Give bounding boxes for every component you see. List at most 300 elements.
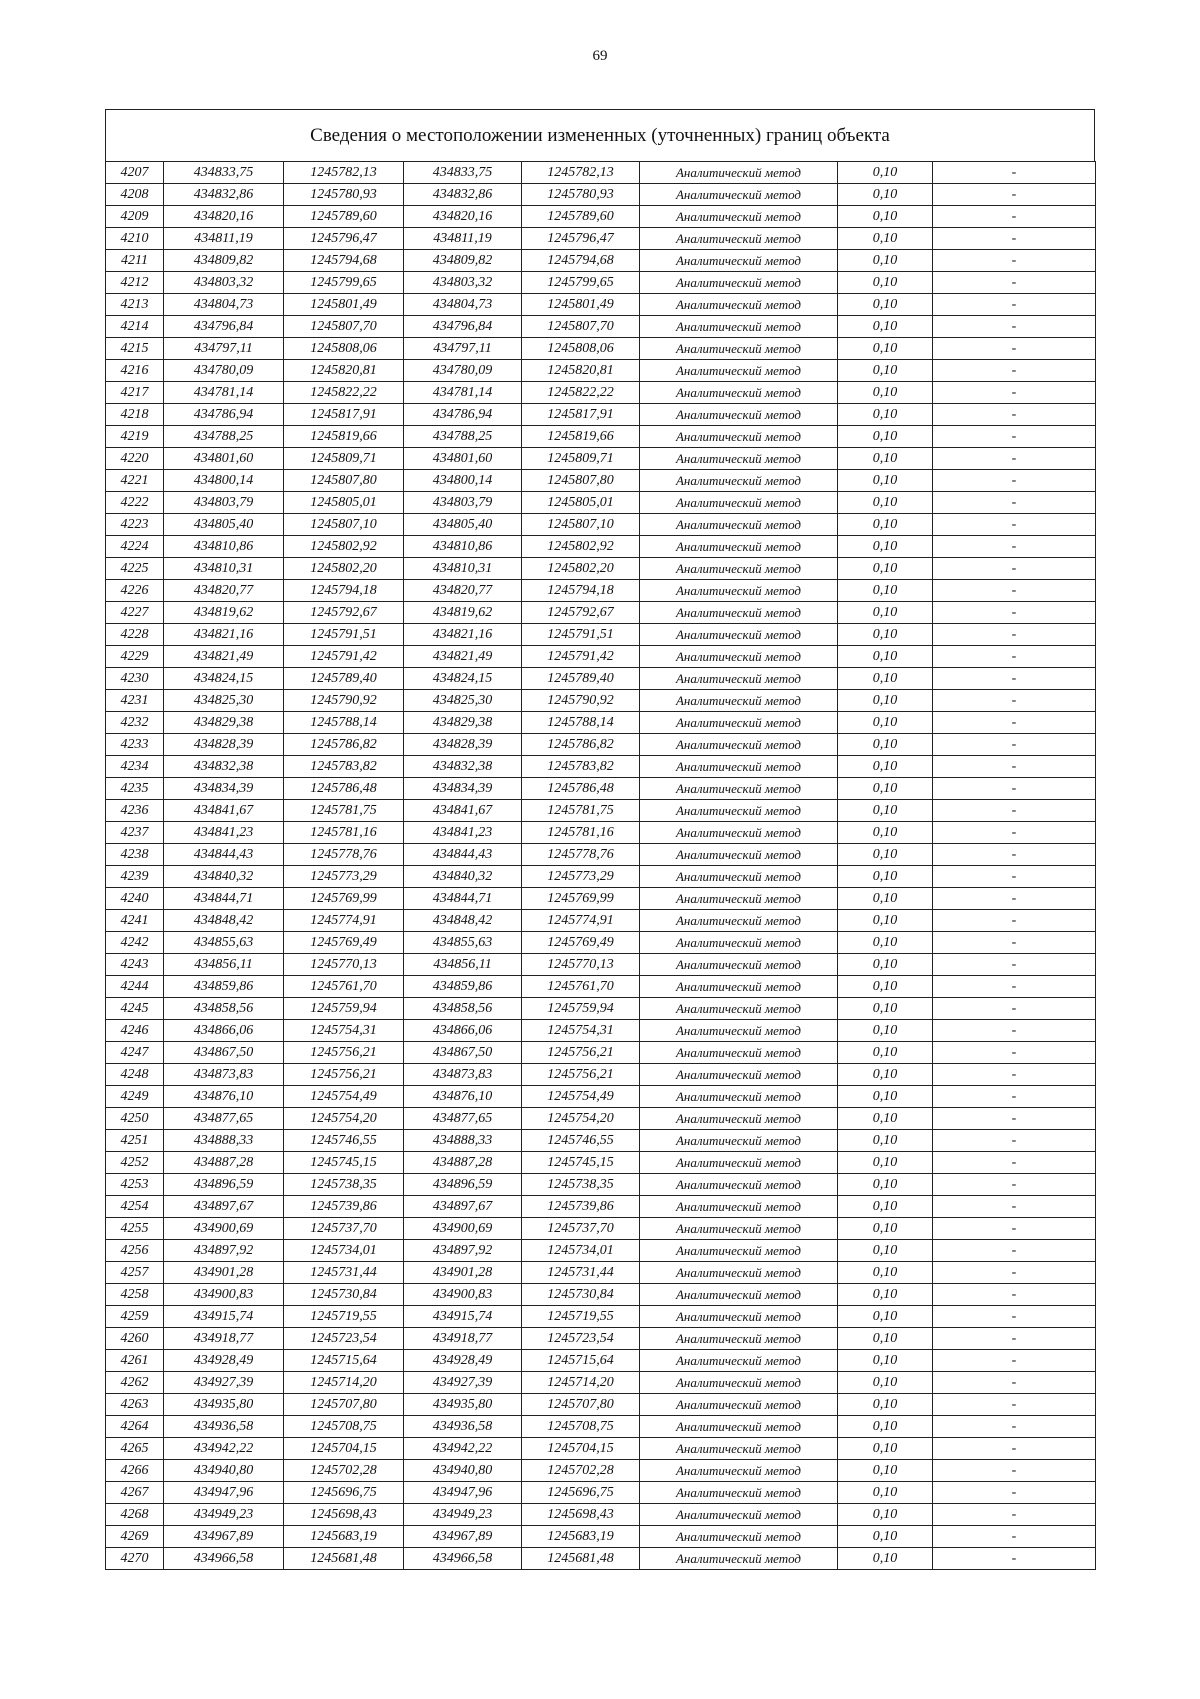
note-cell: -	[933, 338, 1096, 360]
accuracy-cell: 0,10	[838, 888, 933, 910]
method-cell: Аналитический метод	[640, 426, 838, 448]
x-existing-cell: 434781,14	[164, 382, 284, 404]
point-number-cell: 4259	[106, 1306, 164, 1328]
point-number-cell: 4230	[106, 668, 164, 690]
accuracy-cell: 0,10	[838, 1482, 933, 1504]
y-new-cell: 1245704,15	[522, 1438, 640, 1460]
y-new-cell: 1245745,15	[522, 1152, 640, 1174]
table-title: Сведения о местоположении измененных (уточненных) границ объекта	[105, 109, 1095, 161]
x-new-cell: 434927,39	[404, 1372, 522, 1394]
table-row	[106, 1548, 1096, 1570]
y-existing-cell: 1245769,49	[284, 932, 404, 954]
accuracy-cell: 0,10	[838, 1262, 933, 1284]
note-cell: -	[933, 602, 1096, 624]
y-existing-cell: 1245802,92	[284, 536, 404, 558]
x-existing-cell: 434967,89	[164, 1526, 284, 1548]
x-new-cell: 434856,11	[404, 954, 522, 976]
x-existing-cell: 434897,92	[164, 1240, 284, 1262]
y-existing-cell: 1245715,64	[284, 1350, 404, 1372]
y-existing-cell: 1245819,66	[284, 426, 404, 448]
table-row	[106, 338, 1096, 360]
table-row	[106, 1240, 1096, 1262]
point-number-cell: 4243	[106, 954, 164, 976]
note-cell: -	[933, 998, 1096, 1020]
accuracy-cell: 0,10	[838, 1108, 933, 1130]
y-existing-cell: 1245683,19	[284, 1526, 404, 1548]
x-existing-cell: 434867,50	[164, 1042, 284, 1064]
x-new-cell: 434810,31	[404, 558, 522, 580]
x-new-cell: 434867,50	[404, 1042, 522, 1064]
method-cell: Аналитический метод	[640, 690, 838, 712]
table-row	[106, 756, 1096, 778]
x-new-cell: 434947,96	[404, 1482, 522, 1504]
y-new-cell: 1245778,76	[522, 844, 640, 866]
accuracy-cell: 0,10	[838, 580, 933, 602]
x-new-cell: 434832,38	[404, 756, 522, 778]
y-existing-cell: 1245796,47	[284, 228, 404, 250]
y-existing-cell: 1245754,20	[284, 1108, 404, 1130]
x-new-cell: 434797,11	[404, 338, 522, 360]
point-number-cell: 4261	[106, 1350, 164, 1372]
accuracy-cell: 0,10	[838, 338, 933, 360]
x-existing-cell: 434949,23	[164, 1504, 284, 1526]
y-new-cell: 1245819,66	[522, 426, 640, 448]
y-existing-cell: 1245730,84	[284, 1284, 404, 1306]
point-number-cell: 4257	[106, 1262, 164, 1284]
y-new-cell: 1245782,13	[522, 162, 640, 184]
method-cell: Аналитический метод	[640, 448, 838, 470]
note-cell: -	[933, 514, 1096, 536]
y-existing-cell: 1245781,75	[284, 800, 404, 822]
y-new-cell: 1245708,75	[522, 1416, 640, 1438]
y-existing-cell: 1245738,35	[284, 1174, 404, 1196]
note-cell: -	[933, 250, 1096, 272]
table-row	[106, 316, 1096, 338]
accuracy-cell: 0,10	[838, 1350, 933, 1372]
note-cell: -	[933, 1130, 1096, 1152]
table-row	[106, 470, 1096, 492]
y-new-cell: 1245715,64	[522, 1350, 640, 1372]
x-existing-cell: 434876,10	[164, 1086, 284, 1108]
x-new-cell: 434821,16	[404, 624, 522, 646]
y-existing-cell: 1245791,42	[284, 646, 404, 668]
y-new-cell: 1245802,20	[522, 558, 640, 580]
y-existing-cell: 1245791,51	[284, 624, 404, 646]
note-cell: -	[933, 1064, 1096, 1086]
accuracy-cell: 0,10	[838, 1504, 933, 1526]
y-existing-cell: 1245774,91	[284, 910, 404, 932]
method-cell: Аналитический метод	[640, 734, 838, 756]
table-row	[106, 1196, 1096, 1218]
note-cell: -	[933, 1394, 1096, 1416]
y-new-cell: 1245746,55	[522, 1130, 640, 1152]
method-cell: Аналитический метод	[640, 1130, 838, 1152]
y-new-cell: 1245770,13	[522, 954, 640, 976]
x-new-cell: 434866,06	[404, 1020, 522, 1042]
y-new-cell: 1245737,70	[522, 1218, 640, 1240]
x-existing-cell: 434810,86	[164, 536, 284, 558]
x-existing-cell: 434828,39	[164, 734, 284, 756]
y-new-cell: 1245791,51	[522, 624, 640, 646]
x-new-cell: 434844,43	[404, 844, 522, 866]
y-new-cell: 1245802,92	[522, 536, 640, 558]
y-new-cell: 1245786,48	[522, 778, 640, 800]
x-new-cell: 434840,32	[404, 866, 522, 888]
table-row	[106, 448, 1096, 470]
y-existing-cell: 1245754,49	[284, 1086, 404, 1108]
method-cell: Аналитический метод	[640, 866, 838, 888]
point-number-cell: 4212	[106, 272, 164, 294]
accuracy-cell: 0,10	[838, 954, 933, 976]
point-number-cell: 4253	[106, 1174, 164, 1196]
x-new-cell: 434832,86	[404, 184, 522, 206]
accuracy-cell: 0,10	[838, 228, 933, 250]
table-row	[106, 888, 1096, 910]
method-cell: Аналитический метод	[640, 1064, 838, 1086]
x-new-cell: 434940,80	[404, 1460, 522, 1482]
accuracy-cell: 0,10	[838, 602, 933, 624]
note-cell: -	[933, 470, 1096, 492]
note-cell: -	[933, 206, 1096, 228]
y-new-cell: 1245773,29	[522, 866, 640, 888]
x-existing-cell: 434856,11	[164, 954, 284, 976]
point-number-cell: 4236	[106, 800, 164, 822]
x-existing-cell: 434786,94	[164, 404, 284, 426]
x-existing-cell: 434803,32	[164, 272, 284, 294]
method-cell: Аналитический метод	[640, 1020, 838, 1042]
x-new-cell: 434829,38	[404, 712, 522, 734]
y-new-cell: 1245808,06	[522, 338, 640, 360]
note-cell: -	[933, 822, 1096, 844]
table-row	[106, 778, 1096, 800]
y-existing-cell: 1245731,44	[284, 1262, 404, 1284]
method-cell: Аналитический метод	[640, 932, 838, 954]
x-existing-cell: 434811,19	[164, 228, 284, 250]
table-row	[106, 580, 1096, 602]
y-new-cell: 1245754,31	[522, 1020, 640, 1042]
point-number-cell: 4254	[106, 1196, 164, 1218]
x-new-cell: 434841,67	[404, 800, 522, 822]
table-row	[106, 866, 1096, 888]
note-cell: -	[933, 976, 1096, 998]
x-existing-cell: 434809,82	[164, 250, 284, 272]
method-cell: Аналитический метод	[640, 1218, 838, 1240]
y-existing-cell: 1245809,71	[284, 448, 404, 470]
y-existing-cell: 1245761,70	[284, 976, 404, 998]
y-new-cell: 1245683,19	[522, 1526, 640, 1548]
y-new-cell: 1245731,44	[522, 1262, 640, 1284]
note-cell: -	[933, 272, 1096, 294]
method-cell: Аналитический метод	[640, 382, 838, 404]
note-cell: -	[933, 1152, 1096, 1174]
note-cell: -	[933, 1042, 1096, 1064]
x-existing-cell: 434824,15	[164, 668, 284, 690]
accuracy-cell: 0,10	[838, 360, 933, 382]
accuracy-cell: 0,10	[838, 822, 933, 844]
table-row	[106, 206, 1096, 228]
point-number-cell: 4240	[106, 888, 164, 910]
y-new-cell: 1245738,35	[522, 1174, 640, 1196]
accuracy-cell: 0,10	[838, 1086, 933, 1108]
x-existing-cell: 434800,14	[164, 470, 284, 492]
table-row	[106, 1328, 1096, 1350]
y-existing-cell: 1245786,82	[284, 734, 404, 756]
table-row	[106, 1174, 1096, 1196]
x-existing-cell: 434966,58	[164, 1548, 284, 1570]
point-number-cell: 4210	[106, 228, 164, 250]
y-existing-cell: 1245702,28	[284, 1460, 404, 1482]
x-new-cell: 434935,80	[404, 1394, 522, 1416]
y-existing-cell: 1245805,01	[284, 492, 404, 514]
x-existing-cell: 434825,30	[164, 690, 284, 712]
y-existing-cell: 1245746,55	[284, 1130, 404, 1152]
accuracy-cell: 0,10	[838, 536, 933, 558]
point-number-cell: 4238	[106, 844, 164, 866]
y-existing-cell: 1245782,13	[284, 162, 404, 184]
accuracy-cell: 0,10	[838, 866, 933, 888]
x-existing-cell: 434942,22	[164, 1438, 284, 1460]
note-cell: -	[933, 624, 1096, 646]
boundary-sheet	[105, 109, 1095, 1570]
note-cell: -	[933, 1020, 1096, 1042]
note-cell: -	[933, 294, 1096, 316]
method-cell: Аналитический метод	[640, 1372, 838, 1394]
method-cell: Аналитический метод	[640, 338, 838, 360]
point-number-cell: 4263	[106, 1394, 164, 1416]
point-number-cell: 4209	[106, 206, 164, 228]
note-cell: -	[933, 1416, 1096, 1438]
x-new-cell: 434824,15	[404, 668, 522, 690]
accuracy-cell: 0,10	[838, 1372, 933, 1394]
note-cell: -	[933, 1262, 1096, 1284]
y-new-cell: 1245769,99	[522, 888, 640, 910]
y-new-cell: 1245780,93	[522, 184, 640, 206]
x-existing-cell: 434947,96	[164, 1482, 284, 1504]
method-cell: Аналитический метод	[640, 558, 838, 580]
point-number-cell: 4227	[106, 602, 164, 624]
y-new-cell: 1245769,49	[522, 932, 640, 954]
accuracy-cell: 0,10	[838, 1284, 933, 1306]
page-number: 69	[592, 48, 608, 64]
method-cell: Аналитический метод	[640, 910, 838, 932]
x-existing-cell: 434797,11	[164, 338, 284, 360]
y-existing-cell: 1245719,55	[284, 1306, 404, 1328]
note-cell: -	[933, 360, 1096, 382]
y-new-cell: 1245796,47	[522, 228, 640, 250]
x-existing-cell: 434900,69	[164, 1218, 284, 1240]
method-cell: Аналитический метод	[640, 162, 838, 184]
x-new-cell: 434801,60	[404, 448, 522, 470]
y-existing-cell: 1245698,43	[284, 1504, 404, 1526]
method-cell: Аналитический метод	[640, 514, 838, 536]
note-cell: -	[933, 712, 1096, 734]
table-row	[106, 162, 1096, 184]
y-new-cell: 1245801,49	[522, 294, 640, 316]
y-existing-cell: 1245778,76	[284, 844, 404, 866]
accuracy-cell: 0,10	[838, 448, 933, 470]
accuracy-cell: 0,10	[838, 1064, 933, 1086]
y-existing-cell: 1245739,86	[284, 1196, 404, 1218]
x-existing-cell: 434803,79	[164, 492, 284, 514]
point-number-cell: 4246	[106, 1020, 164, 1042]
point-number-cell: 4247	[106, 1042, 164, 1064]
table-row	[106, 1042, 1096, 1064]
y-existing-cell: 1245745,15	[284, 1152, 404, 1174]
x-existing-cell: 434820,77	[164, 580, 284, 602]
method-cell: Аналитический метод	[640, 976, 838, 998]
y-existing-cell: 1245756,21	[284, 1042, 404, 1064]
note-cell: -	[933, 1328, 1096, 1350]
x-existing-cell: 434897,67	[164, 1196, 284, 1218]
method-cell: Аналитический метод	[640, 778, 838, 800]
table-row	[106, 1064, 1096, 1086]
x-new-cell: 434859,86	[404, 976, 522, 998]
x-new-cell: 434781,14	[404, 382, 522, 404]
method-cell: Аналитический метод	[640, 1152, 838, 1174]
table-row	[106, 184, 1096, 206]
method-cell: Аналитический метод	[640, 1328, 838, 1350]
method-cell: Аналитический метод	[640, 1284, 838, 1306]
point-number-cell: 4264	[106, 1416, 164, 1438]
x-existing-cell: 434804,73	[164, 294, 284, 316]
table-row	[106, 690, 1096, 712]
note-cell: -	[933, 668, 1096, 690]
y-existing-cell: 1245807,10	[284, 514, 404, 536]
x-existing-cell: 434821,49	[164, 646, 284, 668]
x-new-cell: 434803,32	[404, 272, 522, 294]
table-row	[106, 998, 1096, 1020]
accuracy-cell: 0,10	[838, 646, 933, 668]
y-new-cell: 1245681,48	[522, 1548, 640, 1570]
table-row	[106, 1504, 1096, 1526]
table-row	[106, 426, 1096, 448]
note-cell: -	[933, 558, 1096, 580]
accuracy-cell: 0,10	[838, 976, 933, 998]
point-number-cell: 4222	[106, 492, 164, 514]
accuracy-cell: 0,10	[838, 184, 933, 206]
method-cell: Аналитический метод	[640, 668, 838, 690]
accuracy-cell: 0,10	[838, 492, 933, 514]
x-new-cell: 434918,77	[404, 1328, 522, 1350]
y-new-cell: 1245714,20	[522, 1372, 640, 1394]
x-existing-cell: 434900,83	[164, 1284, 284, 1306]
method-cell: Аналитический метод	[640, 1482, 838, 1504]
x-new-cell: 434811,19	[404, 228, 522, 250]
y-new-cell: 1245754,49	[522, 1086, 640, 1108]
accuracy-cell: 0,10	[838, 1548, 933, 1570]
point-number-cell: 4219	[106, 426, 164, 448]
x-new-cell: 434896,59	[404, 1174, 522, 1196]
table-row	[106, 1460, 1096, 1482]
x-existing-cell: 434805,40	[164, 514, 284, 536]
y-new-cell: 1245792,67	[522, 602, 640, 624]
note-cell: -	[933, 1086, 1096, 1108]
point-number-cell: 4266	[106, 1460, 164, 1482]
x-new-cell: 434825,30	[404, 690, 522, 712]
method-cell: Аналитический метод	[640, 1350, 838, 1372]
method-cell: Аналитический метод	[640, 1086, 838, 1108]
table-row	[106, 1394, 1096, 1416]
method-cell: Аналитический метод	[640, 184, 838, 206]
note-cell: -	[933, 448, 1096, 470]
x-existing-cell: 434940,80	[164, 1460, 284, 1482]
accuracy-cell: 0,10	[838, 800, 933, 822]
x-existing-cell: 434877,65	[164, 1108, 284, 1130]
y-existing-cell: 1245754,31	[284, 1020, 404, 1042]
point-number-cell: 4249	[106, 1086, 164, 1108]
method-cell: Аналитический метод	[640, 1306, 838, 1328]
point-number-cell: 4221	[106, 470, 164, 492]
y-existing-cell: 1245681,48	[284, 1548, 404, 1570]
accuracy-cell: 0,10	[838, 932, 933, 954]
table-row	[106, 1218, 1096, 1240]
x-new-cell: 434897,67	[404, 1196, 522, 1218]
table-row	[106, 382, 1096, 404]
method-cell: Аналитический метод	[640, 602, 838, 624]
x-existing-cell: 434844,71	[164, 888, 284, 910]
y-existing-cell: 1245759,94	[284, 998, 404, 1020]
note-cell: -	[933, 1218, 1096, 1240]
table-body	[106, 162, 1096, 1570]
note-cell: -	[933, 910, 1096, 932]
table-row	[106, 624, 1096, 646]
x-existing-cell: 434901,28	[164, 1262, 284, 1284]
point-number-cell: 4237	[106, 822, 164, 844]
accuracy-cell: 0,10	[838, 1240, 933, 1262]
coordinates-table	[105, 161, 1096, 1570]
x-new-cell: 434942,22	[404, 1438, 522, 1460]
x-new-cell: 434796,84	[404, 316, 522, 338]
point-number-cell: 4258	[106, 1284, 164, 1306]
method-cell: Аналитический метод	[640, 1416, 838, 1438]
table-row	[106, 1306, 1096, 1328]
y-existing-cell: 1245714,20	[284, 1372, 404, 1394]
accuracy-cell: 0,10	[838, 1020, 933, 1042]
x-new-cell: 434788,25	[404, 426, 522, 448]
point-number-cell: 4241	[106, 910, 164, 932]
accuracy-cell: 0,10	[838, 910, 933, 932]
accuracy-cell: 0,10	[838, 1152, 933, 1174]
note-cell: -	[933, 1350, 1096, 1372]
note-cell: -	[933, 1460, 1096, 1482]
table-row	[106, 514, 1096, 536]
x-new-cell: 434855,63	[404, 932, 522, 954]
x-existing-cell: 434859,86	[164, 976, 284, 998]
x-new-cell: 434828,39	[404, 734, 522, 756]
point-number-cell: 4233	[106, 734, 164, 756]
y-new-cell: 1245774,91	[522, 910, 640, 932]
x-new-cell: 434833,75	[404, 162, 522, 184]
y-existing-cell: 1245799,65	[284, 272, 404, 294]
y-new-cell: 1245696,75	[522, 1482, 640, 1504]
accuracy-cell: 0,10	[838, 250, 933, 272]
y-new-cell: 1245739,86	[522, 1196, 640, 1218]
note-cell: -	[933, 492, 1096, 514]
y-new-cell: 1245788,14	[522, 712, 640, 734]
x-existing-cell: 434844,43	[164, 844, 284, 866]
table-row	[106, 1372, 1096, 1394]
accuracy-cell: 0,10	[838, 1526, 933, 1548]
x-existing-cell: 434848,42	[164, 910, 284, 932]
accuracy-cell: 0,10	[838, 690, 933, 712]
y-new-cell: 1245781,16	[522, 822, 640, 844]
y-existing-cell: 1245781,16	[284, 822, 404, 844]
x-new-cell: 434803,79	[404, 492, 522, 514]
point-number-cell: 4244	[106, 976, 164, 998]
x-existing-cell: 434873,83	[164, 1064, 284, 1086]
method-cell: Аналитический метод	[640, 800, 838, 822]
x-new-cell: 434949,23	[404, 1504, 522, 1526]
